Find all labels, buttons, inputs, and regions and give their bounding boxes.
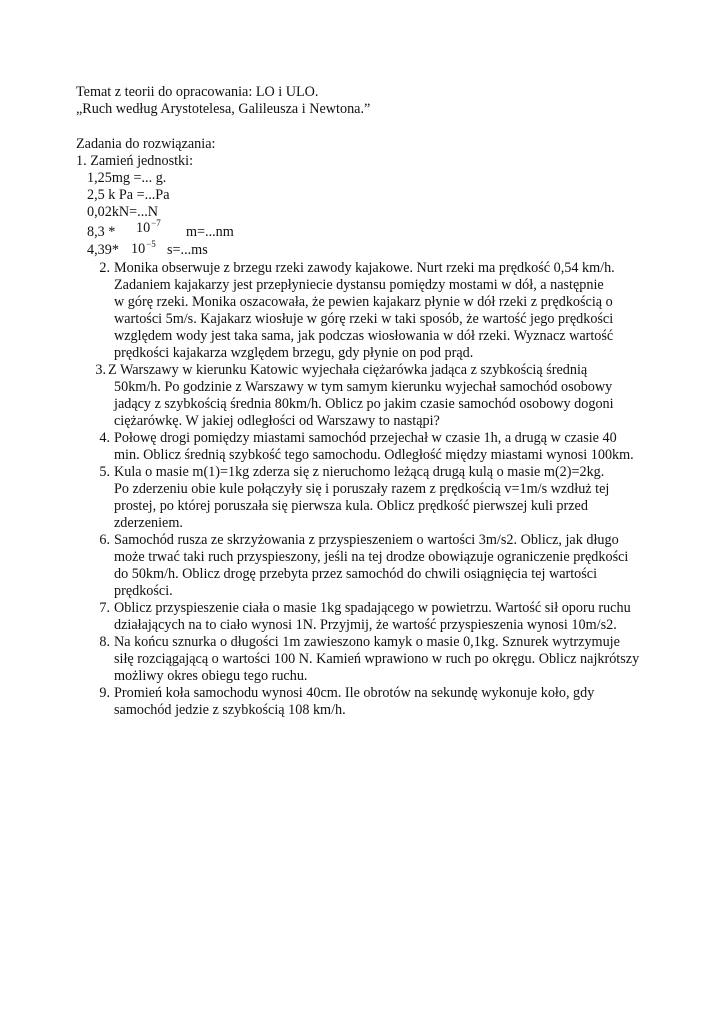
task-number: 6. [99,532,110,548]
task-number: 3. [95,362,106,378]
task-number: 8. [99,634,110,650]
conversion-power-2 [87,242,119,259]
conversion-item: 1,25mg =... g. [87,170,167,186]
task-number: 5. [99,464,110,480]
pow1-suffix: m=...nm [186,224,234,240]
tasks-heading: Zadania do rozwiązania: [76,136,216,152]
task-text [114,532,646,600]
task-line: Połowę drogi pomiędzy miastami samochód przejechał w czasie 1h, a drugą w czasie 40 [114,430,617,446]
pow1-prefix: 8,3 * [87,224,116,240]
task-text [114,685,646,719]
task-text [114,464,646,532]
task-line: min. Oblicz średnią szybkość tego samochodu. Odległość między miastami wynosi 100km. [114,447,634,463]
topic-title: „Ruch według Arystotelesa, Galileusza i Newtona.” [76,101,371,117]
task-line: do 50km/h. Oblicz drogę przebyta przez samochód do chwili osiągnięcia tej wartości [114,566,598,582]
pow2-base: 10 [131,241,146,257]
task-number: 2. [99,260,110,276]
conversion-power-2-suffix [167,242,208,259]
task-line: samochód jedzie z szybkością 108 km/h. [114,702,346,718]
pow1-base: 10 [136,220,151,236]
conversion-item: 0,02kN=...N [87,204,159,220]
task-line: Na końcu sznurka o długości 1m zawieszono kamyk o masie 0,1kg. Sznurek wytrzymuje [114,634,620,650]
conversion-power-1 [87,224,115,241]
task-line: Promień koła samochodu wynosi 40cm. Ile obrotów na sekundę wykonuje koło, gdy [114,685,595,701]
conversion-item: 2,5 k Pa =...Pa [87,187,170,203]
task-line: prędkości kajakarza względem brzegu, gdy płynie on pod prąd. [114,345,474,361]
pow2-exponent: −5 [146,239,156,249]
task-line: 50km/h. Po godzinie z Warszawy w tym samym kierunku wyjechał samochód osobowy [114,379,613,395]
pow2-prefix: 4,39* [87,242,119,258]
task-text [114,600,646,634]
task-text [108,362,646,430]
task-number: 9. [99,685,110,701]
conversion-power-2-base [131,241,156,259]
task-line: siłę rozciągającą o wartości 100 N. Kamień wprawiono w ruch po okręgu. Oblicz najkrótszy [114,651,640,667]
task-line: może trwać taki ruch przyspieszony, jeśli na tej drodze obowiązuje ograniczenie prędkości [114,549,629,565]
task-line: jadący z szybkością średnia 80km/h. Oblicz po jakim czasie samochód osobowy dogoni [114,396,614,412]
task-line: Kula o masie m(1)=1kg zderza się z nieruchomo leżącą drugą kulą o masie m(2)=2kg. [114,464,605,480]
task-line: Z Warszawy w kierunku Katowic wyjechała ciężarówka jadąca z szybkością średnią [108,362,588,378]
task-line: prostej, po której poruszała się pierwsza kula. Oblicz prędkość pierwszej kuli przed [114,498,588,514]
task-line: w górę rzeki. Monika oszacowała, że pewien kajakarz płynie w dół rzeki z prędkością o [114,294,613,310]
task-line: Samochód rusza ze skrzyżowania z przyspieszeniem o wartości 3m/s2. Oblicz, jak długo [114,532,619,548]
task-text [114,634,646,685]
conversion-power-1-suffix [186,224,234,241]
task-line: wartości 5m/s. Kajakarz wiosłuje w górę rzeki w taki sposób, że wartość jego prędkości [114,311,614,327]
pow2-suffix: s=...ms [167,242,208,258]
task-number: 7. [99,600,110,616]
task-line: Oblicz przyspieszenie ciała o masie 1kg spadającego w powietrzu. Wartość sił oporu ruchu [114,600,631,616]
conversion-power-1-base [136,220,161,238]
topic-line: Temat z teorii do opracowania: LO i ULO. [76,84,319,100]
pow1-exponent: −7 [151,218,161,228]
task-line: Zadaniem kajakarzy jest przepłyniecie dystansu pomiędzy mostami w dół, a następnie [114,277,604,293]
task-line: zderzeniem. [114,515,183,531]
task-line: ciężarówkę. W jakiej odległości od Warszawy to nastąpi? [114,413,440,429]
task-line: możliwy okres obiegu tego ruchu. [114,668,308,684]
task-number: 4. [99,430,110,446]
task-line: Monika obserwuje z brzegu rzeki zawody kajakowe. Nurt rzeki ma prędkość 0,54 km/h. [114,260,615,276]
task-line: Po zderzeniu obie kule połączyły się i poruszały razem z prędkością v=1m/s wzdłuż tej [114,481,610,497]
task1-title: 1. Zamień jednostki: [76,153,194,169]
task-line: względem wody jest taka sama, jak podczas wiosłowania w dół rzeki. Wyznacz wartość [114,328,614,344]
task-text [114,260,646,362]
task-text [114,430,646,464]
task-line: prędkości. [114,583,173,599]
task-line: działających na to ciało wynosi 1N. Przyjmij, że wartość przyspieszenia wynosi 10m/s2. [114,617,617,633]
